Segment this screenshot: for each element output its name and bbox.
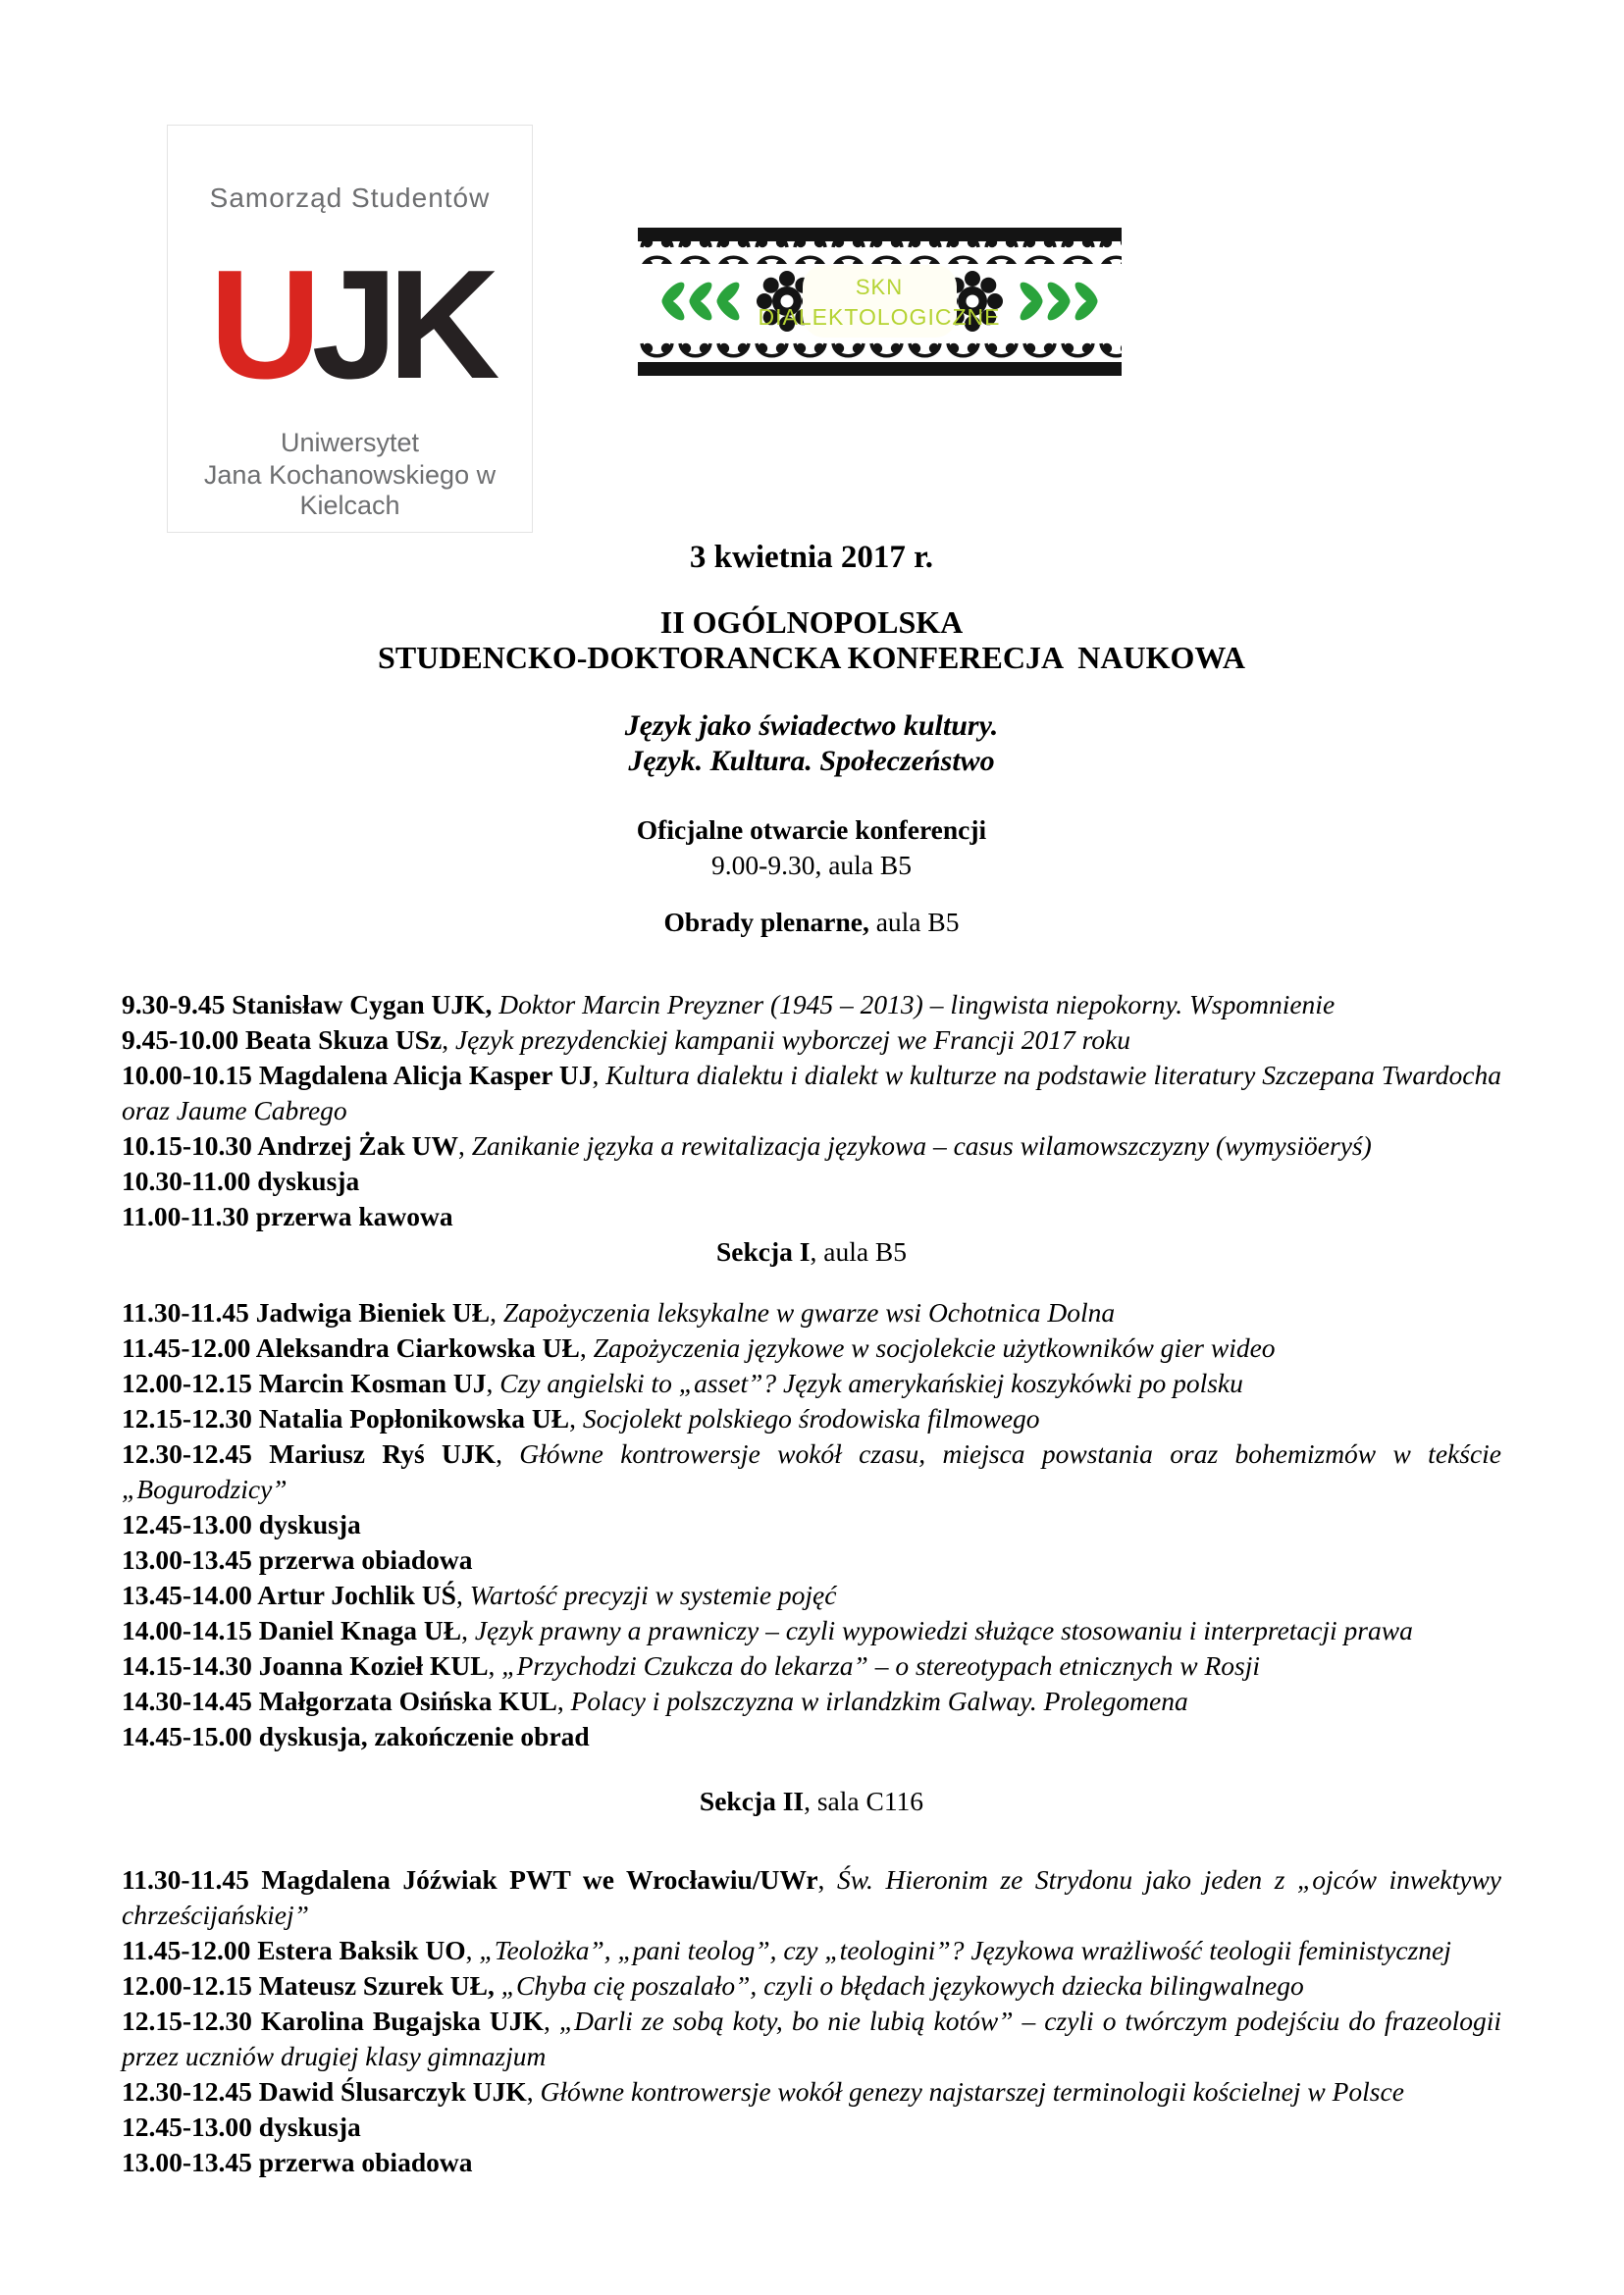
schedule-entry	[122, 1684, 1501, 1719]
text-run: 11.45-12.00 Estera Baksik UO	[122, 1935, 466, 1965]
text-run: 9.45-10.00 Beata Skuza USz	[122, 1024, 443, 1055]
text-run: 11.30-11.45 Magdalena Jóźwiak PWT we Wrocławiu/UWr	[122, 1864, 818, 1895]
text-run: Zanikanie języka a rewitalizacja językowa – casus wilamowszczyzny (wymysiöeryś)	[471, 1130, 1372, 1161]
text-run: Czy angielski to „asset”? Język amerykańskiej koszykówki po polsku	[499, 1368, 1243, 1398]
opening-title: Oficjalne otwarcie konferencji	[636, 814, 987, 845]
text-run: 12.30-12.45 Mariusz Ryś UJK	[122, 1438, 497, 1469]
text-run: Język prezydenckiej kampanii wyborczej we Francji 2017 roku	[454, 1024, 1130, 1055]
text-run: 9.30-9.45 Stanisław Cygan UJK,	[122, 989, 493, 1019]
text-run: 14.30-14.45 Małgorzata Osińska KUL	[122, 1686, 557, 1716]
text-run: 12.00-12.15 Mateusz Szurek UŁ,	[122, 1970, 495, 2001]
schedule-entry	[122, 1199, 1501, 1234]
text-run: „Darli ze sobą koty, bo nie lubią kotów” – czyli o twórczym podejściu do frazeologii przez uczniów drugiej klasy gimnazjum	[122, 2006, 1501, 2071]
section-heading	[122, 905, 1501, 940]
text-run: ,	[496, 1438, 520, 1469]
text-run: 11.45-12.00 Aleksandra Ciarkowska UŁ	[122, 1332, 580, 1363]
text-run: Sekcja I	[715, 1236, 811, 1267]
text-run: 14.45-15.00 dyskusja, zakończenie obrad	[122, 1721, 590, 1751]
text-run: Doktor Marcin Preyzner (1945 – 2013) – lingwista niepokorny. Wspomnienie	[492, 989, 1336, 1019]
text-run: 12.30-12.45 Dawid Ślusarczyk UJK	[122, 2076, 527, 2107]
text-run: ,	[526, 2076, 541, 2107]
schedule-entry	[122, 1401, 1501, 1436]
document-content	[122, 538, 1501, 2180]
text-run: ,	[490, 1297, 503, 1328]
schedule-entry	[122, 1719, 1501, 1754]
text-run: Wartość precyzji w systemie pojęć	[469, 1580, 837, 1610]
text-run: ,	[817, 1864, 837, 1895]
text-run: Kultura dialektu i dialekt w kulturze na podstawie literatury Szczepana Twardocha oraz Jaume Cabrego	[122, 1060, 1501, 1125]
text-run: ,	[442, 1024, 455, 1055]
schedule-entry	[122, 1542, 1501, 1578]
motto-line2: Język. Kultura. Społeczeństwo	[628, 745, 995, 777]
motto-line1: Język jako świadectwo kultury.	[624, 709, 999, 742]
text-run: ,	[461, 1615, 475, 1645]
skn-dialektologiczne-banner	[638, 228, 1122, 376]
logo-university-line1: Uniwersytet	[280, 428, 420, 457]
section-entries	[122, 987, 1501, 1234]
schedule-entry	[122, 1968, 1501, 2004]
section-heading	[122, 1234, 1501, 1270]
schedule-entry	[122, 1022, 1501, 1058]
schedule-entry	[122, 2004, 1501, 2074]
text-run: Socjolekt polskiego środowiska filmowego	[582, 1403, 1040, 1434]
logo-letters-jk: JK	[311, 238, 491, 411]
text-run: Św. Hieronim ze Strydonu jako jeden z „ojców inwektywy chrześcijańskiej”	[122, 1864, 1502, 1930]
text-run: „Przychodzi Czukcza do lekarza” – o stereotypach etnicznych w Rosji	[501, 1650, 1260, 1681]
section-heading	[122, 1784, 1501, 1819]
conference-title-line1: II OGÓLNOPOLSKA	[659, 604, 964, 640]
text-run: Język prawny a prawniczy – czyli wypowiedzi służące stosowaniu i interpretacji prawa	[474, 1615, 1413, 1645]
text-run: ,	[455, 1580, 470, 1610]
schedule-entry	[122, 987, 1501, 1022]
schedule-entry	[122, 1436, 1501, 1507]
logo-university-line2: Jana Kochanowskiego w Kielcach	[203, 460, 497, 520]
text-run: „Teolożka”, „pani teolog”, czy „teologini”? Językowa wrażliwość teologii feministycznej	[479, 1935, 1451, 1965]
schedule-entry	[122, 2145, 1501, 2180]
text-run: 13.00-13.45 przerwa obiadowa	[122, 1544, 473, 1575]
text-run: ,	[465, 1935, 480, 1965]
schedule-entry	[122, 1578, 1501, 1613]
text-run: ,	[488, 1650, 502, 1681]
section-entries	[122, 1295, 1501, 1754]
schedule-entry	[122, 2074, 1501, 2110]
opening-time-room: 9.00-9.30, aula B5	[711, 850, 912, 880]
banner-line2: DIALEKTOLOGICZNE	[758, 304, 1001, 330]
schedule-entry	[122, 1648, 1501, 1684]
ujk-letters	[168, 232, 532, 418]
text-run: 12.15-12.30 Karolina Bugajska UJK	[122, 2006, 544, 2036]
text-run: 13.00-13.45 przerwa obiadowa	[122, 2147, 473, 2177]
conference-title-line2: STUDENCKO-DOKTORANCKA KONFERECJA NAUKOWA	[378, 640, 1245, 675]
schedule-sections	[122, 905, 1501, 2180]
logo-letter-u: U	[209, 238, 312, 411]
text-run: 12.15-12.30 Natalia Popłonikowska UŁ	[122, 1403, 570, 1434]
official-opening	[122, 812, 1501, 883]
conference-date: 3 kwietnia 2017 r.	[689, 540, 934, 575]
text-run: ,	[592, 1060, 606, 1090]
schedule-entry	[122, 1507, 1501, 1542]
banner-line1: SKN	[855, 275, 904, 299]
text-run: ,	[569, 1403, 583, 1434]
schedule-entry	[122, 1933, 1501, 1968]
text-run: 14.15-14.30 Joanna Kozieł KUL	[122, 1650, 489, 1681]
section-entries	[122, 1862, 1501, 2180]
schedule-entry	[122, 1862, 1501, 1933]
logo-samorzad-text: Samorząd Studentów	[209, 183, 491, 213]
ujk-logo	[167, 125, 533, 533]
text-run: 13.45-14.00 Artur Jochlik UŚ	[122, 1580, 456, 1610]
text-run: 14.00-14.15 Daniel Knaga UŁ	[122, 1615, 462, 1645]
text-run: Zapożyczenia językowe w socjolekcie użytkowników gier wideo	[593, 1332, 1276, 1363]
schedule-entry	[122, 1330, 1501, 1366]
text-run: Zapożyczenia leksykalne w gwarze wsi Ochotnica Dolna	[502, 1297, 1116, 1328]
text-run: ,	[486, 1368, 500, 1398]
text-run: „Chyba cię poszalało”, czyli o błędach językowych dziecka bilingwalnego	[500, 1970, 1304, 2001]
text-run: ,	[458, 1130, 472, 1161]
schedule-entry	[122, 1128, 1501, 1164]
schedule-entry	[122, 1366, 1501, 1401]
text-run: aula B5	[868, 907, 960, 937]
text-run	[495, 1970, 501, 2001]
schedule-entry	[122, 2110, 1501, 2145]
text-run: , sala C116	[804, 1786, 924, 1816]
text-run: 11.00-11.30 przerwa kawowa	[122, 1201, 453, 1231]
schedule-entry	[122, 1058, 1501, 1128]
folk-banner-graphic	[638, 228, 1122, 376]
text-run: 10.00-10.15 Magdalena Alicja Kasper UJ	[122, 1060, 593, 1090]
schedule-entry	[122, 1164, 1501, 1199]
schedule-entry	[122, 1295, 1501, 1330]
text-run: ,	[543, 2006, 559, 2036]
text-run: Obrady plenarne,	[663, 907, 869, 937]
text-run: Główne kontrowersje wokół genezy najstarszej terminologii kościelnej w Polsce	[540, 2076, 1404, 2107]
text-run: 12.45-13.00 dyskusja	[122, 2112, 361, 2142]
text-run: Główne kontrowersje wokół czasu, miejsca powstania oraz bohemizmów w tekście „Bogurodzicy”	[122, 1438, 1501, 1504]
text-run: ,	[579, 1332, 594, 1363]
text-run: Sekcja II	[699, 1786, 805, 1816]
text-run: 12.45-13.00 dyskusja	[122, 1509, 361, 1539]
schedule-entry	[122, 1613, 1501, 1648]
text-run: ,	[556, 1686, 571, 1716]
text-run: 10.30-11.00 dyskusja	[122, 1166, 360, 1196]
text-run: , aula B5	[810, 1236, 908, 1267]
text-run: 12.00-12.15 Marcin Kosman UJ	[122, 1368, 487, 1398]
text-run: 10.15-10.30 Andrzej Żak UW	[122, 1130, 458, 1161]
text-run: Polacy i polszczyzna w irlandzkim Galway. Prolegomena	[570, 1686, 1188, 1716]
text-run: 11.30-11.45 Jadwiga Bieniek UŁ	[122, 1297, 491, 1328]
conference-motto	[122, 708, 1501, 779]
